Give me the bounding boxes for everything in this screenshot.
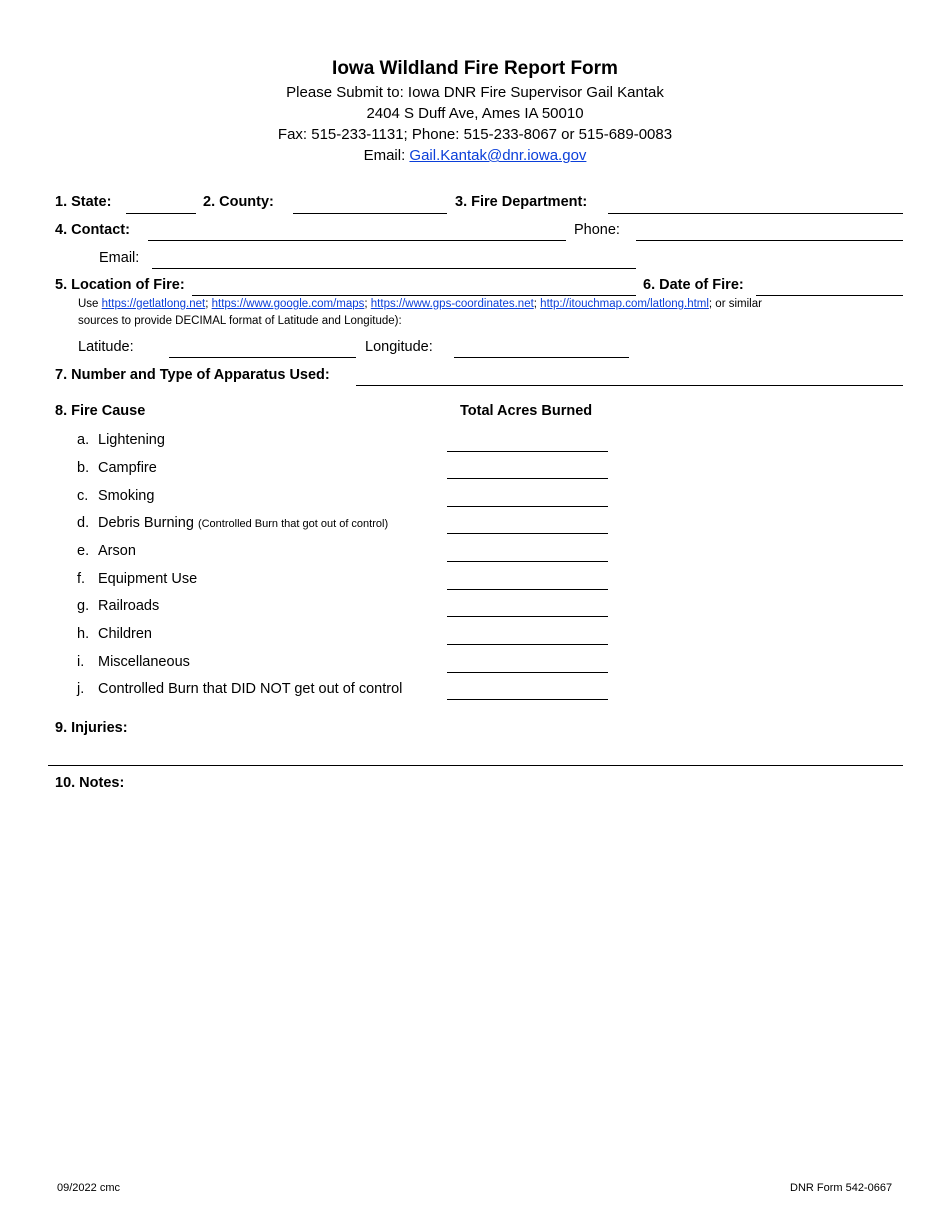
- email-input-line[interactable]: [152, 268, 636, 269]
- injuries-label: 9. Injuries:: [55, 720, 128, 736]
- phone-label: Phone:: [574, 222, 620, 238]
- county-label: 2. County:: [203, 194, 274, 210]
- cause-label: Lightening: [98, 432, 165, 448]
- cause-letter: d.: [77, 515, 90, 531]
- cause-letter: h.: [77, 626, 90, 642]
- apparatus-input-line[interactable]: [356, 385, 903, 386]
- contact-input-line[interactable]: [148, 240, 566, 241]
- cause-letter: g.: [77, 598, 90, 614]
- location-label: 5. Location of Fire:: [55, 277, 185, 293]
- longitude-label: Longitude:: [365, 339, 433, 355]
- longitude-input-line[interactable]: [454, 357, 629, 358]
- form-title: Iowa Wildland Fire Report Form: [332, 58, 618, 79]
- email-link[interactable]: Gail.Kantak@dnr.iowa.gov: [409, 147, 587, 164]
- fire-department-input-line[interactable]: [608, 213, 903, 214]
- link-gps-coordinates[interactable]: https://www.gps-coordinates.net: [370, 298, 534, 310]
- date-input-line[interactable]: [756, 295, 903, 296]
- acres-input-line[interactable]: [447, 506, 608, 507]
- cause-letter: e.: [77, 543, 90, 559]
- acres-input-line[interactable]: [447, 589, 608, 590]
- cause-label: Railroads: [98, 598, 160, 614]
- date-label: 6. Date of Fire:: [643, 277, 744, 293]
- location-input-line[interactable]: [192, 295, 636, 296]
- acres-input-line[interactable]: [447, 616, 608, 617]
- cause-label: Arson: [98, 543, 136, 559]
- acres-input-line[interactable]: [447, 478, 608, 479]
- latitude-input-line[interactable]: [169, 357, 356, 358]
- cause-letter: a.: [77, 432, 90, 448]
- county-input-line[interactable]: [293, 213, 447, 214]
- acres-input-line[interactable]: [447, 644, 608, 645]
- contact-label: 4. Contact:: [55, 222, 130, 238]
- latitude-label: Latitude:: [78, 339, 134, 355]
- footer-date-code: 09/2022 cmc: [57, 1182, 120, 1194]
- link-itouchmap[interactable]: http://itouchmap.com/latlong.html: [540, 298, 709, 310]
- notes-label: 10. Notes:: [55, 775, 125, 791]
- link-getlatlong[interactable]: https://getlatlong.net: [101, 298, 206, 310]
- cause-label: Controlled Burn that DID NOT get out of control: [98, 681, 403, 697]
- email-label: Email:: [363, 147, 410, 164]
- email-field-label: Email:: [99, 250, 140, 266]
- cause-label: Smoking: [98, 488, 155, 504]
- cause-letter: i.: [77, 654, 85, 670]
- cause-label: Campfire: [98, 460, 157, 476]
- acres-input-line[interactable]: [447, 451, 608, 452]
- phone-input-line[interactable]: [636, 240, 903, 241]
- use-suffix: ; or similar: [708, 298, 762, 310]
- use-prefix: Use: [78, 298, 102, 310]
- footer-form-number: DNR Form 542-0667: [790, 1182, 893, 1194]
- separator: ;: [205, 298, 212, 310]
- fax-phone-line: Fax: 515-233-1131; Phone: 515-233-8067 or 515-689-0083: [277, 126, 673, 143]
- state-label: 1. State:: [55, 194, 112, 210]
- acres-input-line[interactable]: [447, 699, 608, 700]
- acres-input-line[interactable]: [447, 561, 608, 562]
- total-acres-heading: Total Acres Burned: [460, 403, 593, 419]
- cause-letter: f.: [77, 571, 86, 587]
- fire-cause-heading: 8. Fire Cause: [55, 403, 146, 419]
- fire-department-label: 3. Fire Department:: [455, 194, 588, 210]
- email-line: [0, 147, 950, 164]
- state-input-line[interactable]: [126, 213, 196, 214]
- cause-letter: b.: [77, 460, 90, 476]
- separator: ;: [364, 298, 371, 310]
- coordinate-sources-line2: sources to provide DECIMAL format of Latitude and Longitude):: [78, 315, 402, 327]
- acres-input-line[interactable]: [447, 533, 608, 534]
- cause-label: Debris Burning: [98, 515, 194, 531]
- cause-label: Equipment Use: [98, 571, 198, 587]
- acres-input-line[interactable]: [447, 672, 608, 673]
- cause-label: Children: [98, 626, 152, 642]
- coordinate-sources-line1: [78, 298, 762, 310]
- separator: ;: [533, 298, 541, 310]
- section-divider: [48, 765, 903, 766]
- apparatus-label: 7. Number and Type of Apparatus Used:: [55, 367, 330, 383]
- link-google-maps[interactable]: https://www.google.com/maps: [211, 298, 365, 310]
- submit-to-line: Please Submit to: Iowa DNR Fire Supervisor Gail Kantak: [286, 84, 664, 101]
- cause-letter: j.: [77, 681, 85, 697]
- cause-note: (Controlled Burn that got out of control): [197, 518, 389, 530]
- cause-letter: c.: [77, 488, 89, 504]
- cause-label-row: [98, 515, 388, 531]
- cause-label: Miscellaneous: [98, 654, 190, 670]
- address-line: 2404 S Duff Ave, Ames IA 50010: [366, 105, 584, 122]
